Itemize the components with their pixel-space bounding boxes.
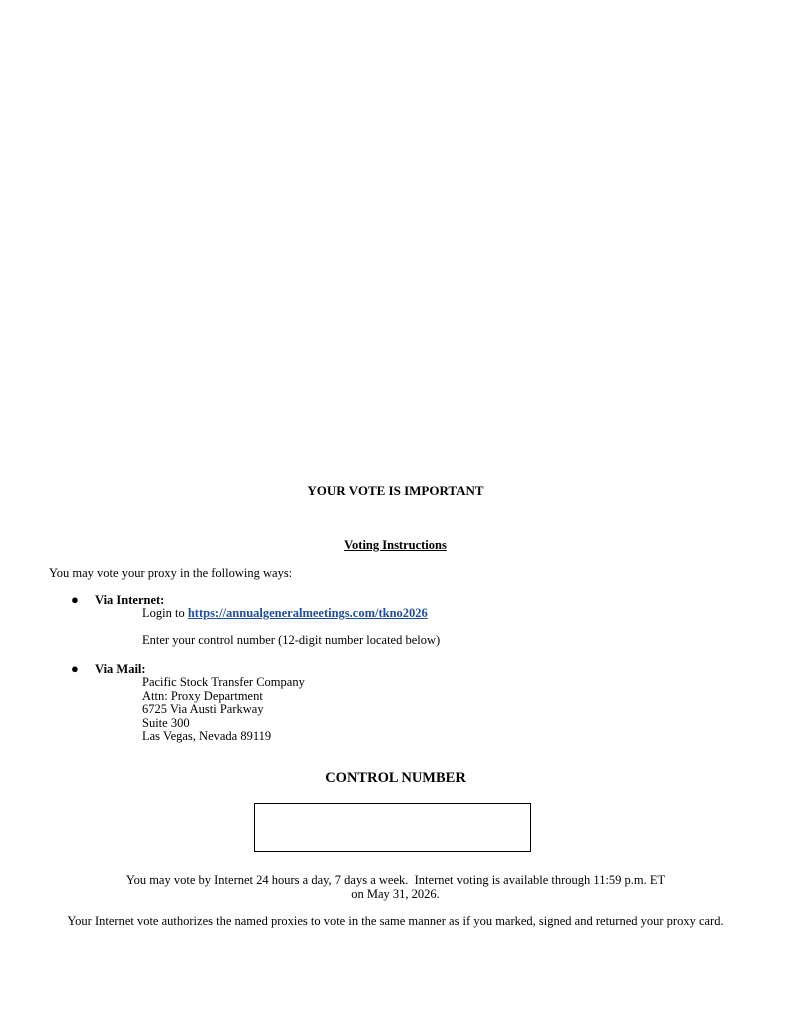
control-number-title: CONTROL NUMBER: [325, 770, 466, 786]
address-line: 6725 Via Austi Parkway: [142, 702, 264, 717]
control-number-instruction: Enter your control number (12-digit number located below): [142, 633, 441, 647]
address-line: Attn: Proxy Department: [142, 688, 263, 703]
intro-text: You may vote your proxy in the following ways:: [49, 566, 293, 580]
page-title: YOUR VOTE IS IMPORTANT: [307, 483, 484, 498]
via-internet-label: Via Internet:: [95, 593, 165, 607]
control-number-box: [254, 803, 531, 852]
voting-deadline-line: on May 31, 2026.: [351, 887, 440, 901]
bullet-icon: ●: [71, 592, 79, 607]
voting-url-link[interactable]: https://annualgeneralmeetings.com/tkno2026: [187, 606, 428, 620]
via-mail-label: Via Mail:: [95, 662, 146, 676]
login-line: [142, 606, 428, 621]
authorization-text: Your Internet vote authorizes the named proxies to vote in the same manner as if you marked, signed and returned your proxy card.: [67, 914, 724, 928]
voting-instructions-heading: Voting Instructions: [344, 538, 447, 552]
login-prefix: Login to: [142, 606, 188, 620]
bullet-icon: ●: [71, 661, 79, 676]
address-line: Pacific Stock Transfer Company: [142, 675, 305, 689]
address-line: Las Vegas, Nevada 89119: [142, 729, 272, 744]
voting-hours-text: [0, 873, 791, 901]
mail-address: [142, 676, 305, 744]
address-line: Suite 300: [142, 715, 190, 730]
voting-hours-line: You may vote by Internet 24 hours a day, 7 days a week. Internet voting is available through 11:59 p.m. ET: [125, 873, 666, 887]
